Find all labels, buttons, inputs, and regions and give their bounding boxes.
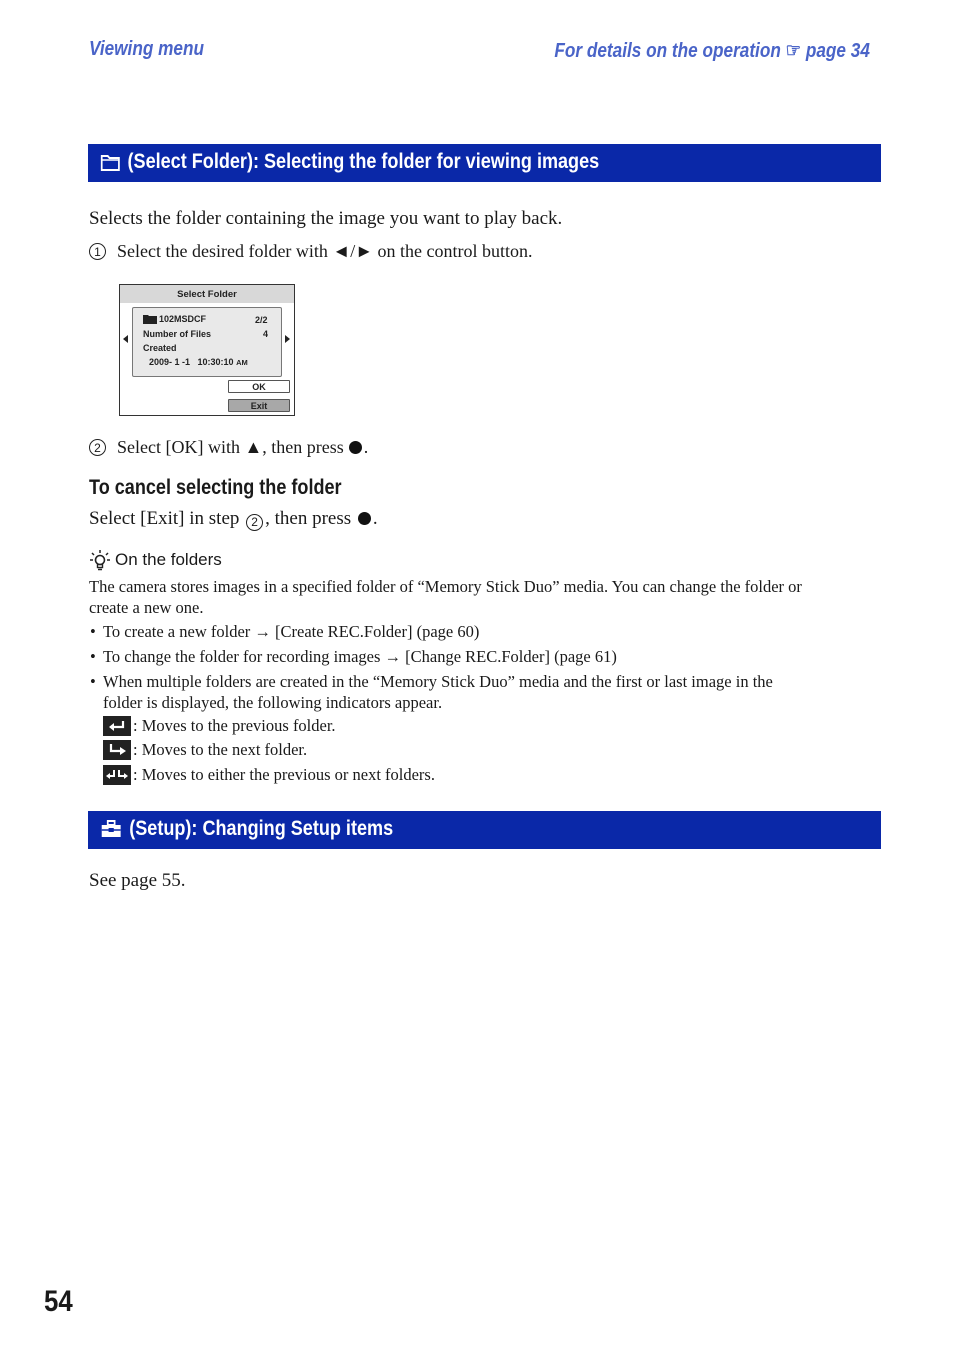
indicator-next: : Moves to the next folder.	[103, 740, 307, 760]
created-value: 2009- 1 -1 10:30:10 AM	[149, 357, 248, 367]
pointing-hand-icon: ☞	[785, 40, 802, 62]
select-folder-screen	[119, 284, 295, 416]
setup-text: See page 55.	[89, 870, 186, 891]
setup-section-title: (Setup): Changing Setup items	[129, 817, 394, 840]
bullet-multiple-folders: • When multiple folders are created in the “Memory Stick Duo” media and the first or last image in the	[103, 672, 773, 692]
tip-heading	[89, 549, 222, 571]
step-2-text: Select [OK] with ▲, then press	[117, 437, 344, 457]
step-number: 1	[89, 243, 106, 260]
indicator-both: : Moves to either the previous or next folders.	[103, 765, 435, 785]
bullet-create-folder: • To create a new folder → [Create REC.Folder] (page 60)	[103, 622, 479, 642]
step-2	[89, 437, 368, 458]
step-number: 2	[246, 514, 263, 531]
tip-title: On the folders	[115, 550, 222, 569]
step-1	[89, 241, 533, 262]
folder-name: 102MSDCF	[159, 314, 207, 324]
light-bulb-icon	[89, 549, 111, 571]
step-number: 2	[89, 439, 106, 456]
step-1-text: Select the desired folder with ◄/► on the control button.	[117, 241, 533, 261]
center-button-icon	[358, 512, 371, 525]
step-2-end: .	[363, 437, 369, 457]
setup-section-bar	[88, 811, 881, 849]
cancel-text: Select [Exit] in step 2 , then press .	[89, 508, 378, 529]
cancel-heading: To cancel selecting the folder	[89, 476, 342, 499]
right-arrow-icon	[285, 335, 290, 343]
toolbox-icon	[100, 819, 122, 839]
folder-counter: 2/2	[255, 315, 268, 325]
previous-next-folder-icon	[103, 765, 131, 785]
operation-reference	[554, 38, 870, 63]
operation-reference-text: For details on the operation	[554, 40, 781, 62]
folder-icon	[100, 152, 121, 172]
center-button-icon	[349, 441, 362, 454]
ok-button[interactable]: OK	[228, 380, 290, 393]
folder-info-panel	[132, 307, 282, 377]
select-folder-section-title: (Select Folder): Selecting the folder for viewing images	[127, 150, 600, 173]
select-folder-section-bar	[88, 144, 881, 182]
created-label: Created	[143, 343, 177, 353]
section-header-left: Viewing menu	[89, 38, 205, 60]
tip-line-1: The camera stores images in a specified folder of “Memory Stick Duo” media. You can change the folder or	[89, 577, 802, 596]
left-arrow-icon	[123, 335, 128, 343]
folder-icon	[143, 314, 157, 324]
intro-text: Selects the folder containing the image you want to play back.	[89, 208, 563, 229]
previous-folder-icon	[103, 716, 131, 736]
tip-line-2: create a new one.	[89, 598, 204, 617]
operation-reference-page: page 34	[805, 40, 870, 62]
bullet-change-folder: • To change the folder for recording images → [Change REC.Folder] (page 61)	[103, 647, 617, 667]
files-value: 4	[263, 329, 269, 339]
files-label: Number of Files	[143, 329, 212, 339]
page-number: 54	[44, 1285, 73, 1318]
indicator-previous: : Moves to the previous folder.	[103, 716, 336, 736]
next-folder-icon	[103, 740, 131, 760]
bullet-multiple-folders-cont: folder is displayed, the following indicators appear.	[103, 693, 443, 712]
exit-button[interactable]: Exit	[228, 399, 290, 412]
screen-title: Select Folder	[120, 285, 294, 303]
